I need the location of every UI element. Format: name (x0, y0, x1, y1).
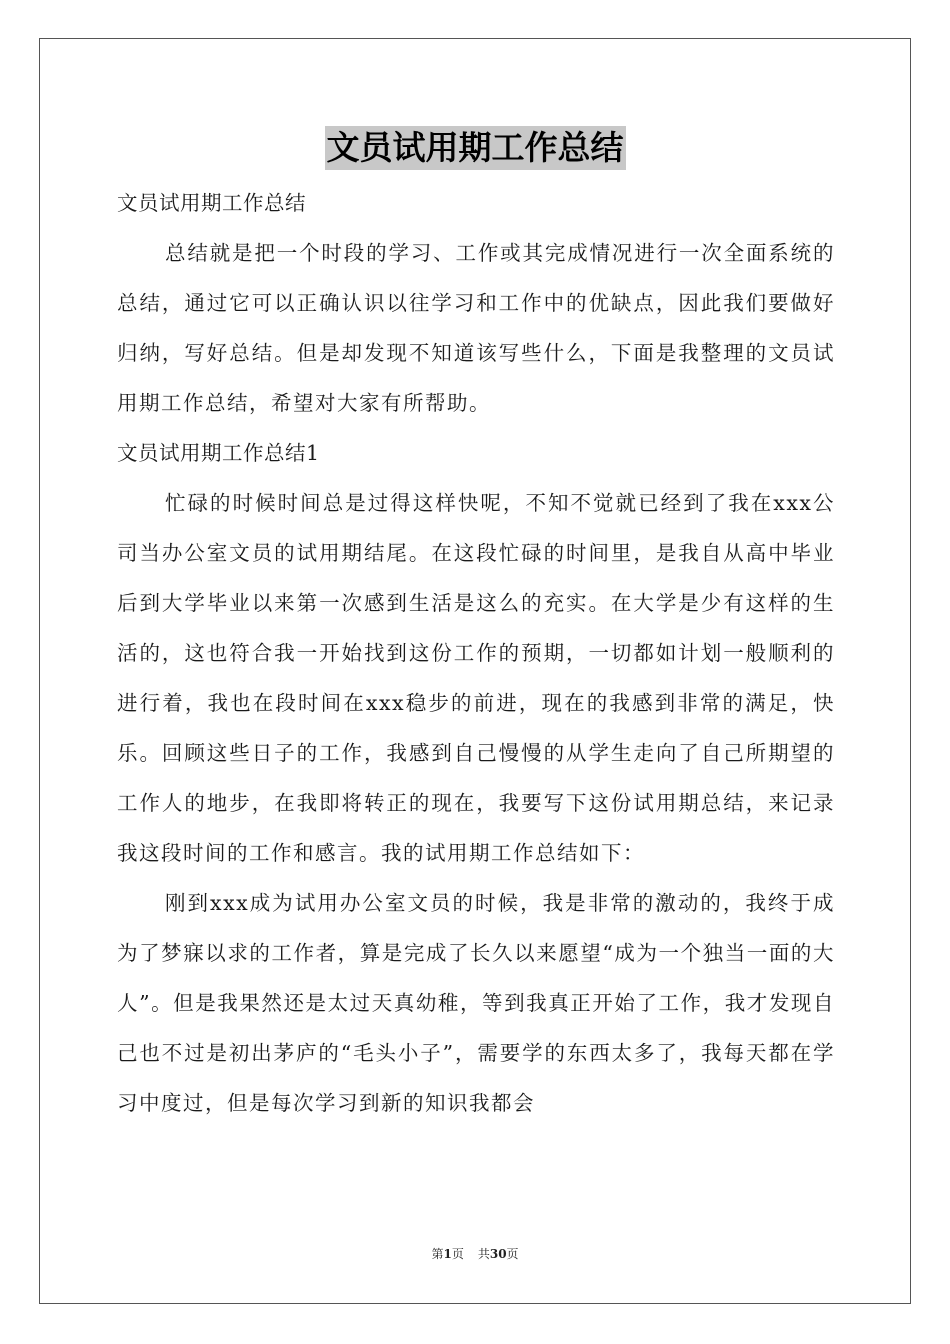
body-paragraph: 忙碌的时候时间总是过得这样快呢，不知不觉就已经到了我在xxx公司当办公室文员的试用期结尾。在这段忙碌的时间里，是我自从高中毕业后到大学毕业以来第一次感到生活是这么的充实。在大学是少有这样的生活的，这也符合我一开始找到这份工作的预期，一切都如计划一般顺利的进行着，我也在段时间在xxx稳步的前进，现在的我感到非常的满足，快乐。回顾这些日子的工作，我感到自己慢慢的从学生走向了自己所期望的工作人的地步，在我即将转正的现在，我要写下这份试用期总结，来记录我这段时间的工作和感言。我的试用期工作总结如下： (117, 491, 835, 865)
page-prefix: 第 (431, 1247, 444, 1261)
section-heading: 文员试用期工作总结1 (117, 441, 320, 465)
document-body (117, 178, 835, 1128)
total-prefix: 共 (477, 1247, 490, 1261)
intro-paragraph: 总结就是把一个时段的学习、工作或其完成情况进行一次全面系统的总结，通过它可以正确认识以往学习和工作中的优缺点，因此我们要做好归纳，写好总结。但是却发现不知道该写些什么，下面是我整理的文员试用期工作总结，希望对大家有所帮助。 (117, 241, 835, 415)
title-area (0, 126, 950, 170)
total-pages: 30 (489, 1247, 507, 1261)
subtitle: 文员试用期工作总结 (117, 191, 306, 215)
page-footer (0, 1246, 950, 1262)
page-suffix: 页 (451, 1247, 464, 1261)
body-paragraph: 刚到xxx成为试用办公室文员的时候，我是非常的激动的，我终于成为了梦寐以求的工作者，算是完成了长久以来愿望“成为一个独当一面的大人”。但是我果然还是太过天真幼稚，等到我真正开始了工作，我才发现自己也不过是初出茅庐的“毛头小子”，需要学的东西太多了，我每天都在学习中度过，但是每次学习到新的知识我都会 (117, 891, 835, 1115)
document-title: 文员试用期工作总结 (325, 126, 626, 170)
total-suffix: 页 (506, 1247, 519, 1261)
page-number: 1 (443, 1247, 452, 1261)
